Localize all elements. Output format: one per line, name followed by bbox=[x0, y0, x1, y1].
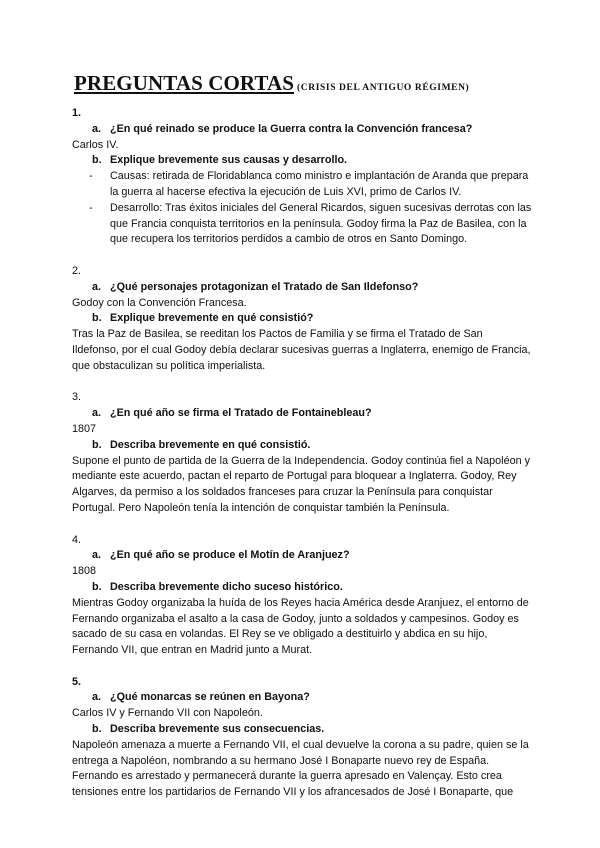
answer-a: Carlos IV. bbox=[72, 138, 119, 151]
question-text: ¿Qué personajes protagonizan el Tratado de San Ildefonso? bbox=[110, 280, 419, 293]
section-number: 1. bbox=[72, 107, 82, 119]
answer-a: Godoy con la Convención Francesa. bbox=[72, 296, 247, 309]
question-letter: b. bbox=[92, 723, 102, 736]
answer-b: Supone el punto de partida de la Guerra de la Independencia. Godoy continúa fiel a Napoléon y mediante este acuerdo, pactan el reparto de Portugal para bloquear a Inglaterra. Godoy, Rey Algarves, da permiso a los soldados franceses para cruzar la Península para conquistar Portugal. Pero Napoleón tenía la intención de conquistar también la Península. bbox=[72, 454, 530, 514]
question-letter: b. bbox=[92, 438, 102, 451]
question-b bbox=[72, 722, 532, 738]
question-letter: b. bbox=[92, 580, 102, 593]
question-letter: b. bbox=[92, 154, 102, 167]
section-number: 5. bbox=[72, 675, 82, 688]
question-text: Describa brevemente sus consecuencias. bbox=[110, 723, 325, 736]
answer-a: 1808 bbox=[72, 565, 97, 578]
answer-bullet: - Desarrollo: Tras éxitos iniciales del General Ricardos, siguen sucesivas derrotas con las que Francia conquista territorios en la península. Godoy firma la Paz de Basilea, con la que recupera los territorios perdidos a cambio de otros en Santo Domingo. bbox=[72, 201, 532, 248]
question-letter: b. bbox=[92, 312, 102, 325]
answer-b: Tras la Paz de Basilea, se reeditan los Pactos de Familia y se firma el Tratado de San Ildefonso, por el cual Godoy debía declarar sucesivas guerras a Inglaterra, enemigo de Francia, que obstaculizan su política imperialista. bbox=[72, 328, 531, 372]
question-a bbox=[72, 548, 532, 564]
page-subtitle: (CRISIS DEL ANTIGUO RÉGIMEN) bbox=[297, 83, 470, 93]
question-b bbox=[72, 153, 532, 169]
question-text: Explique brevemente en qué consistió? bbox=[110, 312, 314, 325]
question-letter: a. bbox=[92, 122, 102, 135]
questions-content bbox=[72, 106, 532, 801]
question-letter: a. bbox=[92, 280, 102, 293]
question-a bbox=[72, 280, 532, 296]
question-a bbox=[72, 122, 532, 138]
answer-b: Mientras Godoy organizaba la huída de los Reyes hacia América desde Aranjuez, el entorno de Fernando organizaba el asalto a la casa de Godoy, junto a soldados y campesinos. Godoy es sacado de su casa en volandas. El Rey se ve obligado a destituirlo y abdica en su hijo, Fernando VII, que entran en Madrid junto a Murat. bbox=[72, 596, 529, 657]
section-number: 4. bbox=[72, 533, 82, 546]
page-title: PREGUNTAS CORTAS bbox=[74, 71, 295, 95]
question-text: ¿En qué año se firma el Tratado de Fontainebleau? bbox=[110, 407, 372, 420]
question-text: ¿En qué año se produce el Motín de Aranjuez? bbox=[110, 549, 350, 562]
question-a bbox=[72, 406, 532, 422]
answer-b: Napoleón amenaza a muerte a Fernando VII, el cual devuelve la corona a su padre, quien se la entrega a Napoléon, nombrando a su hermano José I Bonaparte nuevo rey de España. Fernando es arrestado y permanecerá durante la guerra apresado en Valençay. Esto crea tensiones entre los partidarios de Fernando VII y los afrancesados de José I Bonaparte, que bbox=[72, 738, 529, 799]
question-b bbox=[72, 580, 532, 596]
question-letter: a. bbox=[92, 407, 102, 420]
question-text: ¿Qué monarcas se reúnen en Bayona? bbox=[110, 691, 310, 704]
question-letter: a. bbox=[92, 549, 102, 562]
answer-bullet-list bbox=[72, 169, 532, 248]
question-letter: a. bbox=[92, 691, 102, 704]
question-b bbox=[72, 311, 532, 327]
question-text: Describa brevemente en qué consistió. bbox=[110, 438, 311, 451]
section-number: 3. bbox=[72, 391, 82, 404]
question-a bbox=[72, 690, 532, 706]
question-text: Explique brevemente sus causas y desarrollo. bbox=[110, 154, 348, 167]
answer-bullet: - Causas: retirada de Floridablanca como ministro e implantación de Aranda que prepara la guerra al hacerse efectiva la ejecución de Luis XVI, primo de Carlos IV. bbox=[72, 169, 532, 201]
section-number: 2. bbox=[72, 264, 82, 277]
question-text: ¿En qué reinado se produce la Guerra contra la Convención francesa? bbox=[110, 122, 473, 135]
answer-a: Carlos IV y Fernando VII con Napoleón. bbox=[72, 707, 263, 720]
header bbox=[74, 71, 469, 96]
question-b bbox=[72, 438, 532, 454]
answer-a: 1807 bbox=[72, 422, 97, 435]
question-text: Describa brevemente dicho suceso histórico. bbox=[110, 580, 343, 593]
